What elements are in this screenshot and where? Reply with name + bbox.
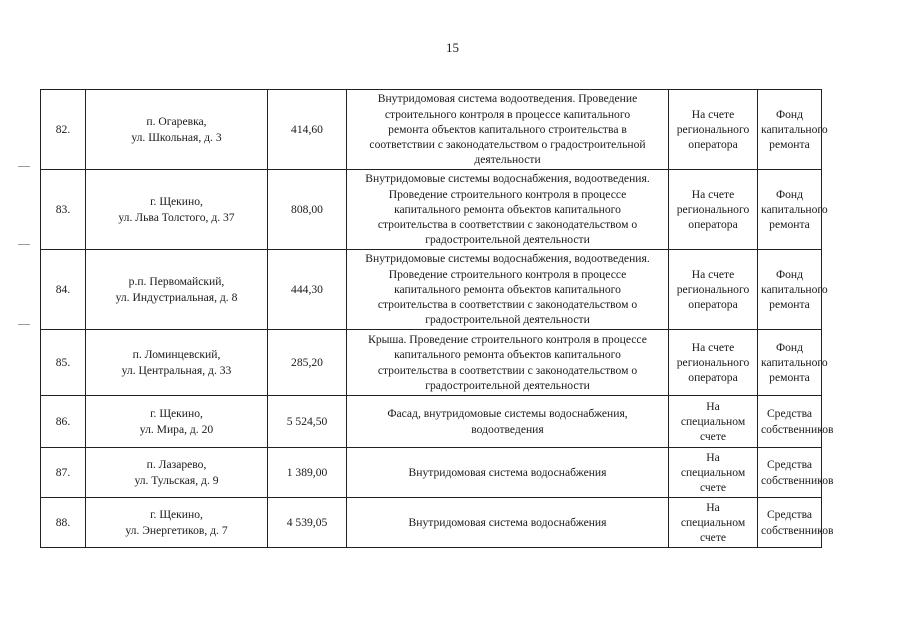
account-line: счете xyxy=(699,531,727,545)
source-cell xyxy=(758,90,828,170)
address-line: ул. Льва Толстого, д. 37 xyxy=(118,210,235,224)
account-cell xyxy=(669,330,758,396)
works-cell xyxy=(347,170,669,250)
works-line: Внутридомовая система водоотведения. Проведение xyxy=(377,92,638,106)
works-line: строительства в соответствии с законодательством о xyxy=(377,298,638,312)
address-cell xyxy=(86,170,268,250)
account-line: На счете xyxy=(691,267,735,281)
source-cell xyxy=(758,498,834,548)
works-table xyxy=(40,89,834,548)
table-row xyxy=(41,170,822,250)
table-row xyxy=(41,498,822,548)
row-number: 82. xyxy=(41,90,86,170)
address-cell xyxy=(86,250,268,330)
row-number: 83. xyxy=(41,170,86,250)
source-line: ремонта xyxy=(769,138,810,152)
scan-mark xyxy=(18,244,30,245)
source-cell xyxy=(758,330,828,396)
account-cell xyxy=(669,448,758,498)
source-line: Средства xyxy=(766,508,813,522)
account-line: На xyxy=(706,450,720,464)
works-line: градостроительной деятельности xyxy=(425,233,590,247)
row-number: 88. xyxy=(41,498,86,548)
works-line: строительства в соответствии с законодательством о xyxy=(377,218,638,232)
area-cell: 414,60 xyxy=(268,90,347,170)
address-cell xyxy=(86,330,268,396)
account-line: специальном xyxy=(680,414,746,428)
works-line: капитального ремонта объектов капитального xyxy=(394,348,621,362)
works-line: Внутридомовые системы водоснабжения, водоотведения. xyxy=(365,172,650,186)
address-line: ул. Мира, д. 20 xyxy=(139,422,214,436)
account-line: оператора xyxy=(688,298,738,312)
works-cell xyxy=(347,250,669,330)
address-line: п. Огаревка, xyxy=(146,115,207,129)
works-line: Внутридомовая система водоснабжения xyxy=(408,515,607,529)
scan-mark xyxy=(18,324,30,325)
source-cell xyxy=(758,250,828,330)
works-line: деятельности xyxy=(474,153,541,167)
account-line: На xyxy=(706,500,720,514)
account-line: На счете xyxy=(691,340,735,354)
account-line: На счете xyxy=(691,107,735,121)
address-cell xyxy=(86,396,268,448)
account-line: оператора xyxy=(688,371,738,385)
area-cell: 4 539,05 xyxy=(268,498,347,548)
table-row xyxy=(41,448,822,498)
source-line: собственников xyxy=(761,473,834,487)
account-cell xyxy=(669,250,758,330)
source-line: капитального xyxy=(761,122,828,136)
account-cell xyxy=(669,170,758,250)
table-row xyxy=(41,396,822,448)
address-line: г. Щекино, xyxy=(150,407,203,421)
account-cell xyxy=(669,498,758,548)
works-line: Внутридомовая система водоснабжения xyxy=(408,465,607,479)
account-line: специальном xyxy=(680,465,746,479)
works-line: водоотведения xyxy=(471,422,544,436)
source-cell xyxy=(758,448,834,498)
works-line: строительного контроля в процессе капитального xyxy=(384,107,631,121)
works-line: капитального ремонта объектов капитального xyxy=(394,282,621,296)
source-line: ремонта xyxy=(769,371,810,385)
address-line: ул. Школьная, д. 3 xyxy=(131,130,222,144)
area-cell: 444,30 xyxy=(268,250,347,330)
source-line: собственников xyxy=(761,523,834,537)
address-line: г. Щекино, xyxy=(150,195,203,209)
works-cell xyxy=(347,448,669,498)
table-row xyxy=(41,330,822,396)
works-cell xyxy=(347,498,669,548)
works-line: ремонта объектов капитального строительства в xyxy=(388,122,627,136)
area-cell: 285,20 xyxy=(268,330,347,396)
works-line: соответствии с законодательством о градостроительной xyxy=(369,138,646,152)
source-line: ремонта xyxy=(769,298,810,312)
address-cell xyxy=(86,448,268,498)
area-cell: 5 524,50 xyxy=(268,396,347,448)
works-cell xyxy=(347,90,669,170)
account-line: регионального xyxy=(676,355,750,369)
scan-mark xyxy=(18,166,30,167)
account-line: счете xyxy=(699,430,727,444)
account-line: На счете xyxy=(691,187,735,201)
works-cell xyxy=(347,396,669,448)
area-cell: 1 389,00 xyxy=(268,448,347,498)
works-cell xyxy=(347,330,669,396)
address-line: ул. Индустриальная, д. 8 xyxy=(115,290,238,304)
address-cell xyxy=(86,90,268,170)
address-line: п. Лазарево, xyxy=(146,458,207,472)
works-line: градостроительной деятельности xyxy=(425,313,590,327)
source-line: Фонд xyxy=(775,267,804,281)
account-cell xyxy=(669,90,758,170)
source-cell xyxy=(758,396,834,448)
address-line: ул. Центральная, д. 33 xyxy=(121,363,232,377)
source-line: Средства xyxy=(766,458,813,472)
account-line: оператора xyxy=(688,218,738,232)
row-number: 84. xyxy=(41,250,86,330)
source-line: капитального xyxy=(761,282,828,296)
works-line: капитального ремонта объектов капитального xyxy=(394,202,621,216)
source-line: собственников xyxy=(761,422,834,436)
source-line: Фонд xyxy=(775,107,804,121)
address-cell xyxy=(86,498,268,548)
source-line: Фонд xyxy=(775,340,804,354)
table-row xyxy=(41,250,822,330)
table-row xyxy=(41,90,822,170)
source-cell xyxy=(758,170,828,250)
address-line: р.п. Первомайский, xyxy=(128,275,225,289)
account-cell xyxy=(669,396,758,448)
works-line: Крыша. Проведение строительного контроля в процессе xyxy=(368,333,647,347)
works-line: Фасад, внутридомовые системы водоснабжения, xyxy=(387,407,628,421)
row-number: 87. xyxy=(41,448,86,498)
page-number: 15 xyxy=(446,40,459,55)
works-line: строительства в соответствии с законодательством о xyxy=(377,363,638,377)
account-line: регионального xyxy=(676,202,750,216)
account-line: специальном xyxy=(680,515,746,529)
works-line: Проведение строительного контроля в процессе xyxy=(388,187,627,201)
area-cell: 808,00 xyxy=(268,170,347,250)
address-line: г. Щекино, xyxy=(150,508,203,522)
works-line: Проведение строительного контроля в процессе xyxy=(388,267,627,281)
account-line: оператора xyxy=(688,138,738,152)
address-line: ул. Энергетиков, д. 7 xyxy=(125,523,228,537)
source-line: Фонд xyxy=(775,187,804,201)
source-line: капитального xyxy=(761,202,828,216)
address-line: п. Ломинцевский, xyxy=(132,348,221,362)
source-line: Средства xyxy=(766,407,813,421)
works-line: Внутридомовые системы водоснабжения, водоотведения. xyxy=(365,252,650,266)
source-line: ремонта xyxy=(769,218,810,232)
row-number: 86. xyxy=(41,396,86,448)
works-line: градостроительной деятельности xyxy=(425,378,590,392)
account-line: счете xyxy=(699,481,727,495)
account-line: регионального xyxy=(676,282,750,296)
account-line: На xyxy=(706,399,720,413)
address-line: ул. Тульская, д. 9 xyxy=(134,473,219,487)
account-line: регионального xyxy=(676,122,750,136)
row-number: 85. xyxy=(41,330,86,396)
source-line: капитального xyxy=(761,355,828,369)
